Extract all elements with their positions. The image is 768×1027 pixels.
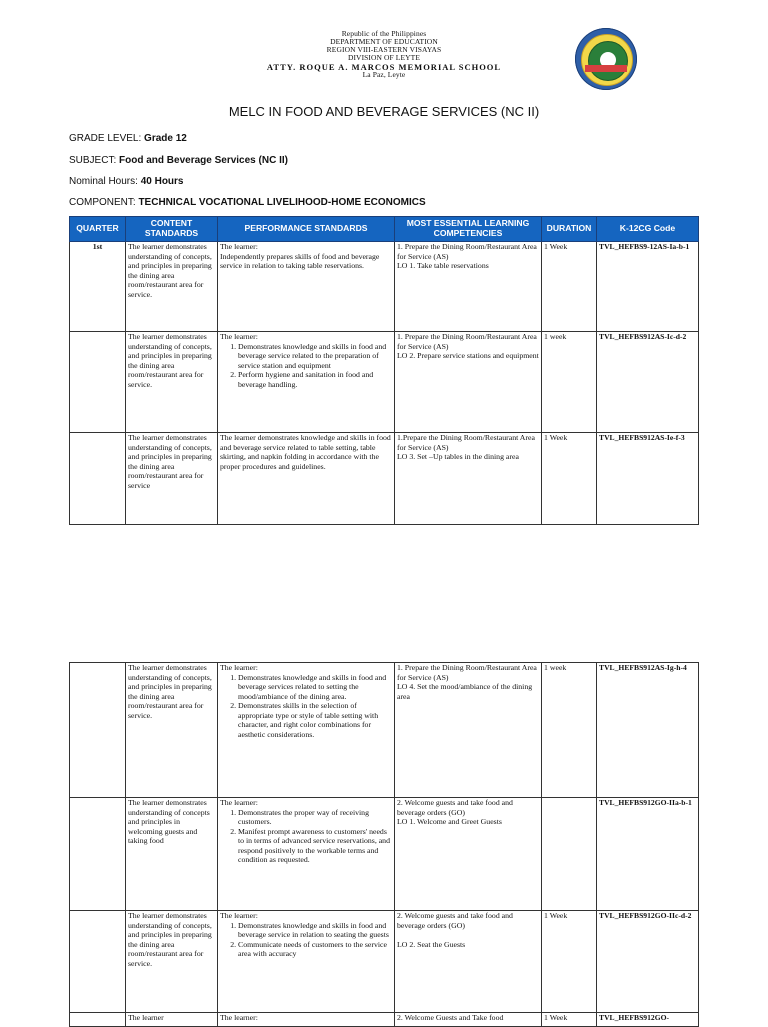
melc-lo: LO 2. Seat the Guests [397,940,466,949]
content-standard-cell: The learner demonstrates understanding of concepts and principles in welcoming guests and taking food [126,798,218,911]
performance-item: 2. Communicate needs of customers to the service area with accuracy [238,940,392,959]
performance-item: 1. Demonstrates knowledge and skills in food and beverage service related to the preparation of service station and equipment [238,342,392,371]
subject-line [69,155,288,166]
performance-intro: The learner: [220,242,258,251]
melc-cell: 2. Welcome Guests and Take food [395,1013,542,1027]
table-row [70,433,699,525]
melc-competency: 2. Welcome guests and take food and beverage orders (GO) [397,911,513,930]
duration-cell: 1 week [542,663,597,798]
duration-cell: 1 Week [542,242,597,332]
melc-table-page-2 [69,662,699,1027]
melc-lo: LO 1. Take table reservations [397,261,489,270]
performance-intro: The learner: [220,332,258,341]
melc-lo: LO 4. Set the mood/ambiance of the dining area [397,682,533,701]
content-standard-cell: The learner demonstrates understanding of concepts, and principles in preparing the dining area room/restaurant area for service. [126,911,218,1013]
header-quarter: QUARTER [70,217,126,242]
melc-competency: 2. Welcome guests and take food and beverage orders (GO) [397,798,513,817]
performance-intro: The learner: [220,911,258,920]
quarter-cell [70,332,126,433]
table-header-row [70,217,699,242]
grade-level-value: Grade 12 [144,133,187,144]
table-row [70,1013,699,1027]
performance-standard-cell [218,242,395,332]
header-melc: MOST ESSENTIAL LEARNING COMPETENCIES [395,217,542,242]
performance-item: 2. Demonstrates skills in the selection of appropriate type or style of table setting with character, and right color combinations for aesthetic considerations. [238,701,392,739]
performance-list [220,921,392,959]
subject-value: Food and Beverage Services (NC II) [119,155,288,166]
performance-item: 2. Perform hygiene and sanitation in food and beverage handling. [238,370,392,389]
seal-ring [581,34,633,86]
header-code: K-12CG Code [597,217,699,242]
code-cell: TVL_HEFBS912GO- [597,1013,699,1027]
melc-cell [395,433,542,525]
letterhead [0,30,768,79]
school-seal-logo [575,28,637,90]
melc-table-page-1 [69,216,699,525]
table-row [70,663,699,798]
nominal-hours-value: 40 Hours [140,176,184,187]
performance-item: 2. Manifest prompt awareness to customers' needs to in terms of advanced service reservations, and respond positively to the workable terms and condition as requested. [238,827,392,865]
school-name: ATTY. ROQUE A. MARCOS MEMORIAL SCHOOL [266,61,502,72]
performance-standard-cell: The learner demonstrates knowledge and skills in food and beverage service related to table setting, table skirting, and napkin folding in accordance with the proper procedures and guidelines. [218,433,395,525]
component-label: COMPONENT: [69,197,136,208]
content-standard-cell: The learner demonstrates understanding of concepts, and principles in preparing the dining area room/restaurant area for service. [126,332,218,433]
performance-item: 1. Demonstrates knowledge and skills in food and beverage service in relation to seating the guests [238,921,392,940]
table-row [70,332,699,433]
region-line: REGION VIII-EASTERN VISAYAS [326,44,442,54]
melc-spacer [397,930,539,940]
melc-competency: 1. Prepare the Dining Room/Restaurant Area for Service (AS) [397,663,537,682]
melc-cell [395,332,542,433]
table-row [70,798,699,911]
performance-standard-cell [218,663,395,798]
melc-cell [395,663,542,798]
department-line: DEPARTMENT OF EDUCATION [330,36,438,46]
content-standard-cell: The learner demonstrates understanding of concepts, and principles in preparing the dining area room/restaurant area for service. [126,242,218,332]
duration-cell: 1 Week [542,1013,597,1027]
performance-standard-cell [218,911,395,1013]
quarter-cell [70,1013,126,1027]
melc-competency: 1.Prepare the Dining Room/Restaurant Area for Service (AS) [397,433,535,452]
melc-lo: LO 2. Prepare service stations and equipment [397,351,539,360]
subject-label: SUBJECT: [69,155,117,166]
performance-list [220,673,392,740]
nominal-hours-label: Nominal Hours: [69,176,138,187]
header-performance-standards: PERFORMANCE STANDARDS [218,217,395,242]
code-cell: TVL_HEFBS912GO-IIa-b-1 [597,798,699,911]
melc-competency: 1. Prepare the Dining Room/Restaurant Area for Service (AS) [397,332,537,351]
grade-level-line [69,133,187,144]
performance-standard-cell [218,798,395,911]
performance-intro: The learner: [220,798,258,807]
code-cell: TVL_HEFBS912AS-Ic-d-2 [597,332,699,433]
division-line: DIVISION OF LEYTE [347,52,421,62]
grade-level-label: GRADE LEVEL: [69,133,142,144]
code-cell: TVL_HEFBS912GO-IIc-d-2 [597,911,699,1013]
duration-cell: 1 week [542,332,597,433]
quarter-cell [70,433,126,525]
seal-center [588,41,628,81]
performance-item: 1. Demonstrates the proper way of receiving customers. [238,808,392,827]
melc-cell [395,242,542,332]
code-cell: TVL_HEFBS912AS-Ie-f-3 [597,433,699,525]
republic-line: Republic of the Philippines [341,29,427,38]
melc-cell [395,798,542,911]
performance-standard-cell: The learner: [218,1013,395,1027]
performance-text: Independently prepares skills of food and beverage service in relation to taking table reservations. [220,251,380,270]
melc-competency: 1. Prepare the Dining Room/Restaurant Area for Service (AS) [397,242,537,261]
code-cell: TVL_HEFBS912AS-Ig-h-4 [597,663,699,798]
document-title: MELC IN FOOD AND BEVERAGE SERVICES (NC II) [228,104,540,119]
content-standard-cell: The learner demonstrates understanding of concepts, and principles in preparing the dining area room/restaurant area for service [126,433,218,525]
performance-standard-cell [218,332,395,433]
content-standard-cell: The learner demonstrates understanding of concepts, and principles in preparing the dining area room/restaurant area for service. [126,663,218,798]
melc-lo: LO 1. Welcome and Greet Guests [397,817,502,826]
performance-intro: The learner: [220,663,258,672]
quarter-cell [70,798,126,911]
performance-item: 1. Demonstrates knowledge and skills in food and beverage services related to setting the mood/ambiance of the dining area. [238,673,392,702]
header-content-standards: CONTENT STANDARDS [126,217,218,242]
nominal-hours-line [69,176,184,187]
table-row [70,242,699,332]
performance-list [220,342,392,390]
quarter-cell [70,663,126,798]
quarter-cell [70,911,126,1013]
performance-list [220,808,392,865]
content-standard-cell: The learner [126,1013,218,1027]
melc-cell [395,911,542,1013]
duration-cell: 1 Week [542,911,597,1013]
duration-cell [542,798,597,911]
header-duration: DURATION [542,217,597,242]
duration-cell: 1 Week [542,433,597,525]
quarter-cell: 1st [70,242,126,332]
code-cell: TVL_HEFBS9-12AS-Ia-b-1 [597,242,699,332]
table-row [70,911,699,1013]
school-location: La Paz, Leyte [362,70,406,80]
seal-ribbon [585,65,627,72]
melc-lo: LO 3. Set –Up tables in the dining area [397,452,519,461]
component-value: TECHNICAL VOCATIONAL LIVELIHOOD-HOME ECONOMICS [138,197,426,208]
component-line [69,197,426,208]
